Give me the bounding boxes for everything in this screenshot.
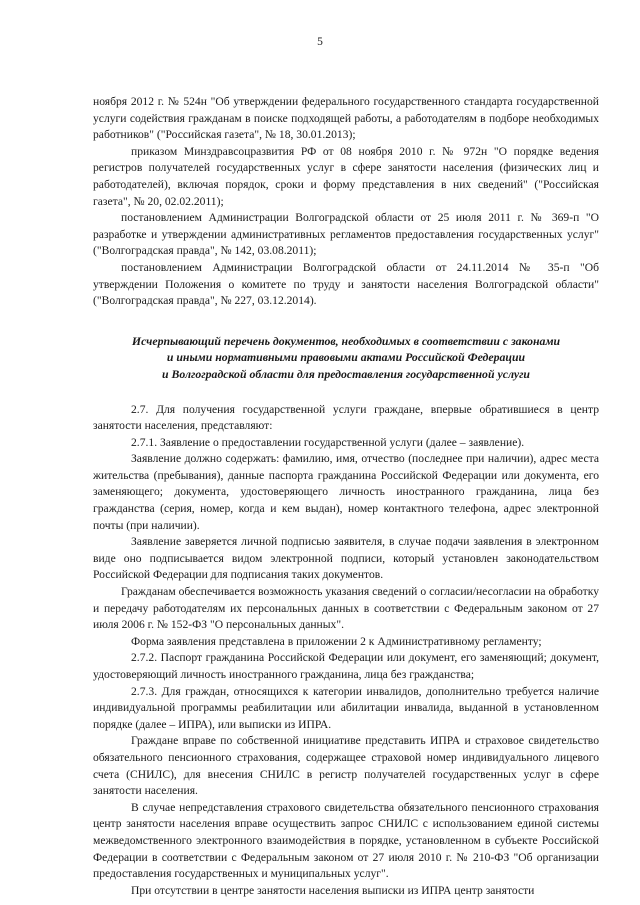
paragraph-application-signature: Заявление заверяется личной подписью заявителя, в случае подачи заявления в электронном виде оно подписывается видом электронной подписи, который установлен законодательством Российской Федерации для подписания таких документов. <box>93 535 599 582</box>
paragraph-2-7-3: 2.7.3. Для граждан, относящихся к категории инвалидов, дополнительно требуется наличие индивидуальной программы реабилитации или абилитации инвалида, выданной в установленном порядке (далее – ИПРА), или выписки из ИПРА. <box>93 684 599 731</box>
page-number: 5 <box>317 36 323 48</box>
section-heading <box>93 333 599 383</box>
paragraph-snils-request: В случае непредставления страхового свидетельства обязательного пенсионного страхования центр занятости населения вправе осуществить запрос СНИЛС с использованием единой системы межведомственного электронного взаимодействия в порядке, установленном в субъекте Российской Федерации в соответствии с Федеральным законом от 27 июля 2010 г. № 210-ФЗ "Об организации предоставления государственных и муниципальных услуг". <box>93 800 599 881</box>
paragraph-2-7-2: 2.7.2. Паспорт гражданина Российской Федерации или документ, его заменяющий; документ, удостоверяющий личность иностранного гражданина, лица без гражданства; <box>93 651 599 681</box>
paragraph-order-972n: приказом Минздравсоцразвития РФ от 08 ноября 2010 г. № 972н "О порядке ведения регистров получателей государственных услуг в сфере занятости населения (физических лиц и работодателей), включая порядок, сроки и форму представления в них сведений" ("Российская газета", № 20, 02.02.2011); <box>93 144 599 208</box>
paragraph-2-7: 2.7. Для получения государственной услуги граждане, впервые обратившиеся в центр занятости населения, представляют: <box>93 402 599 433</box>
heading-line-1: Исчерпывающий перечень документов, необходимых в соответствии с законами <box>131 333 561 348</box>
heading-line-2: и иными нормативными правовыми актами Российской Федерации <box>166 350 526 365</box>
paragraph-resolution-35p: постановлением Администрации Волгоградской области от 24.11.2014 № 35-п "Об утверждении Положения о комитете по труду и занятости населения Волгоградской области" ("Волгоградская правда", № 227, 03.12.2014). <box>93 260 599 308</box>
document-body <box>93 94 599 899</box>
heading-line-3: и Волгоградской области для предоставления государственной услуги <box>162 366 530 381</box>
paragraph-application-form: Форма заявления представлена в приложении 2 к Административному регламенту; <box>131 634 542 648</box>
paragraph-order-524n: ноября 2012 г. № 524н "Об утверждении федерального государственного стандарта государственной услуги содействия гражданам в поиске подходящей работы, а работодателям в подборе необходимых работников" ("Российская газета", № 18, 30.01.2013); <box>93 95 599 142</box>
paragraph-ipra-absence: При отсутствии в центре занятости населения выписки из ИПРА центр занятости <box>131 883 535 897</box>
paragraph-2-7-1: 2.7.1. Заявление о предоставлении государственной услуги (далее – заявление). <box>131 435 525 449</box>
paragraph-application-contents: Заявление должно содержать: фамилию, имя, отчество (последнее при наличии), адрес места жительства (пребывания), данные паспорта гражданина Российской Федерации или документа, его заменяющего; документа, удостоверяющего личность иностранного гражданина, лица без гражданства (серия, номер, когда и кем выдан), номер контактного телефона, адрес электронной почты (при наличии). <box>93 452 599 532</box>
paragraph-ipra-snils: Граждане вправе по собственной инициативе представить ИПРА и страховое свидетельство обязательного пенсионного страхования, содержащее страховой номер индивидуального лицевого счета (СНИЛС), для внесения СНИЛС в регистр получателей государственных услуг в сфере занятости населения. <box>93 734 599 798</box>
paragraph-resolution-369p: постановлением Администрации Волгоградской области от 25 июля 2011 г. № 369-п "О разработке и утверждении административных регламентов предоставления государственных услуг" ("Волгоградская правда", № 142, 03.08.2011); <box>93 211 599 258</box>
paragraph-personal-data-consent: Гражданам обеспечивается возможность указания сведений о согласии/несогласии на обработку и передачу работодателям их персональных данных в соответствии с Федеральным законом от 27 июля 2006 г. № 152-ФЗ "О персональных данных". <box>93 585 599 632</box>
